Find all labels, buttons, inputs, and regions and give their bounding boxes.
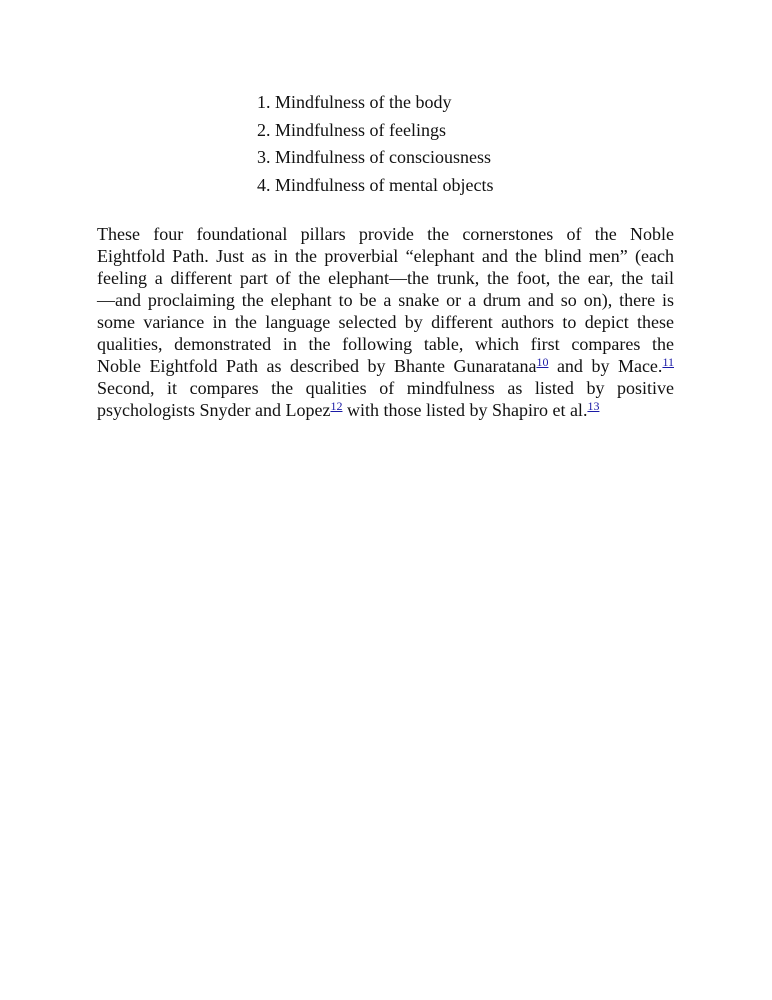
paragraph-line: —and proclaiming the elephant to be a snake or a drum and so on), there is <box>97 290 674 310</box>
paragraph-line: feeling a different part of the elephant—the trunk, the foot, the ear, the tail <box>97 268 674 288</box>
line-text: psychologists Snyder and Lopez <box>97 400 331 420</box>
footnote-link-12[interactable]: 12 <box>330 399 343 413</box>
line-text: Noble Eightfold Path as described by Bhante Gunaratana <box>97 356 537 376</box>
mindfulness-list <box>257 90 493 200</box>
paragraph-line: Second, it compares the qualities of mindfulness as listed by positive <box>97 378 674 398</box>
list-item: 1. Mindfulness of the body <box>257 92 452 112</box>
footnote-ref-11 <box>662 355 674 369</box>
body-paragraph <box>97 223 674 421</box>
footnote-ref-12 <box>330 399 342 413</box>
footnote-link-11[interactable]: 11 <box>662 355 674 369</box>
paragraph-line: Eightfold Path. Just as in the proverbial “elephant and the blind men” (each <box>97 246 674 266</box>
paragraph-line: These four foundational pillars provide the cornerstones of the Noble <box>97 224 674 244</box>
paragraph-line <box>97 355 674 377</box>
paragraph-line: some variance in the language selected by different authors to depict these <box>97 312 674 332</box>
list-item: 2. Mindfulness of feelings <box>257 119 446 140</box>
line-text: with those listed by Shapiro et al. <box>342 400 588 420</box>
footnote-link-13[interactable]: 13 <box>587 399 600 413</box>
footnote-ref-13 <box>587 399 599 413</box>
footnote-ref-10 <box>536 355 548 369</box>
footnote-link-10[interactable]: 10 <box>536 355 549 369</box>
paragraph-line: qualities, demonstrated in the following table, which first compares the <box>97 334 674 354</box>
line-text: and by Mace. <box>548 356 663 376</box>
list-item: 3. Mindfulness of consciousness <box>257 147 491 167</box>
paragraph-line <box>97 399 674 421</box>
list-item: 4. Mindfulness of mental objects <box>257 174 494 195</box>
